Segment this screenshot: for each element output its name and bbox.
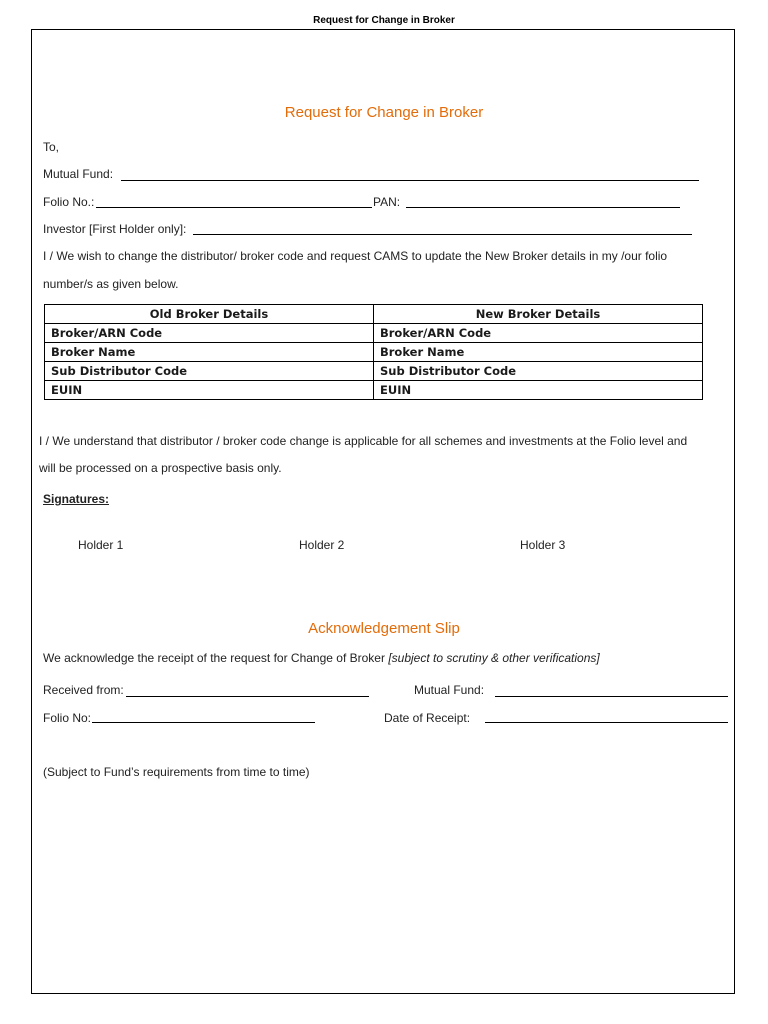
understand-text-line2: will be processed on a prospective basis only. [39, 461, 282, 475]
new-broker-header: New Broker Details [374, 305, 703, 324]
new-euin-cell[interactable]: EUIN [374, 381, 703, 400]
old-broker-arn-cell[interactable]: Broker/ARN Code [45, 324, 374, 343]
acknowledgement-text-main: We acknowledge the receipt of the request for Change of Broker [43, 651, 389, 665]
ack-folio-field[interactable] [92, 722, 315, 723]
folio-label: Folio No.: [43, 195, 95, 209]
new-broker-arn-cell[interactable]: Broker/ARN Code [374, 324, 703, 343]
received-from-label: Received from: [43, 683, 124, 697]
table-row [45, 362, 703, 381]
page-header: Request for Change in Broker [313, 15, 455, 26]
old-broker-name-cell[interactable]: Broker Name [45, 343, 374, 362]
request-text-line1: I / We wish to change the distributor/ broker code and request CAMS to update the New Broker details in my /our folio [43, 249, 668, 263]
date-of-receipt-label: Date of Receipt: [384, 711, 471, 725]
received-from-field[interactable] [126, 696, 369, 697]
mutual-fund-field[interactable] [121, 180, 699, 181]
acknowledgement-text [43, 651, 600, 665]
table-row [45, 324, 703, 343]
to-label: To, [43, 140, 60, 154]
holder-3-signature[interactable]: Holder 3 [520, 538, 566, 552]
signatures-heading: Signatures: [43, 492, 110, 506]
mutual-fund-label: Mutual Fund: [43, 167, 114, 181]
broker-details-table [44, 304, 703, 400]
date-of-receipt-field[interactable] [485, 722, 728, 723]
holder-1-signature[interactable]: Holder 1 [78, 538, 124, 552]
holder-2-signature[interactable]: Holder 2 [299, 538, 345, 552]
old-sub-distributor-cell[interactable]: Sub Distributor Code [45, 362, 374, 381]
folio-field[interactable] [96, 207, 372, 208]
ack-mutual-fund-label: Mutual Fund: [414, 683, 485, 697]
fund-requirements-note: (Subject to Fund’s requirements from time to time) [43, 765, 310, 779]
ack-folio-label: Folio No: [43, 711, 92, 725]
pan-field[interactable] [406, 207, 680, 208]
pan-label: PAN: [373, 195, 401, 209]
table-row [45, 343, 703, 362]
table-row [45, 381, 703, 400]
form-frame [31, 29, 735, 994]
request-text-line2: number/s as given below. [43, 277, 179, 291]
old-euin-cell[interactable]: EUIN [45, 381, 374, 400]
acknowledgement-text-italic: [subject to scrutiny & other verifications] [388, 651, 600, 665]
table-header-row [45, 305, 703, 324]
investor-label: Investor [First Holder only]: [43, 222, 187, 236]
form-title: Request for Change in Broker [284, 104, 484, 121]
understand-text-line1: I / We understand that distributor / broker code change is applicable for all schemes and investments at the Folio level and [39, 434, 688, 448]
acknowledgement-title: Acknowledgement Slip [308, 620, 460, 637]
ack-mutual-fund-field[interactable] [495, 696, 728, 697]
investor-field[interactable] [193, 234, 692, 235]
new-broker-name-cell[interactable]: Broker Name [374, 343, 703, 362]
new-sub-distributor-cell[interactable]: Sub Distributor Code [374, 362, 703, 381]
old-broker-header: Old Broker Details [45, 305, 374, 324]
